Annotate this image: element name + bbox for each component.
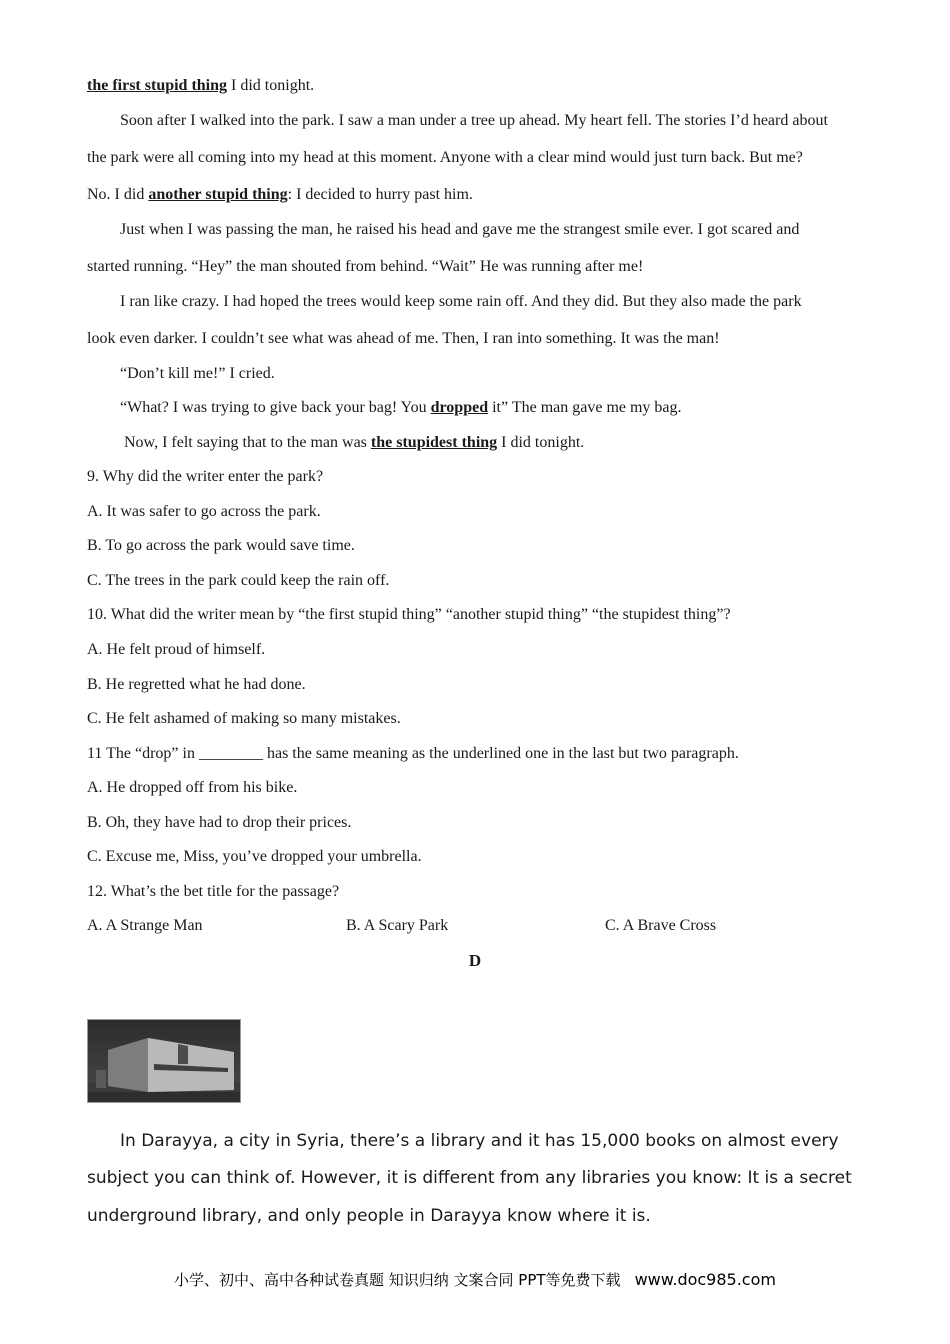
question-10-option-b: B. He regretted what he had done. — [87, 676, 306, 693]
footer-text: 小学、初中、高中各种试卷真题 知识归纳 文案合同 PPT等免费下载 — [174, 1271, 621, 1289]
question-9-option-b: B. To go across the park would save time. — [87, 537, 355, 554]
passage-line: Soon after I walked into the park. I saw a man under a tree up ahead. My heart fell. The stories I’d heard about — [120, 112, 828, 129]
question-12-option-c: C. A Brave Cross — [605, 917, 717, 934]
passage-line: I ran like crazy. I had hoped the trees would keep some rain off. And they did. But they also made the park — [120, 293, 802, 310]
question-9-option-c: C. The trees in the park could keep the rain off. — [87, 572, 390, 589]
passage-line: Now, I felt saying that to the man was the stupidest thing I did tonight. — [124, 434, 585, 451]
question-11-option-b: B. Oh, they have had to drop their prices. — [87, 814, 352, 831]
section-d-line: In Darayya, a city in Syria, there’s a library and it has 15,000 books on almost every — [120, 1131, 839, 1151]
section-d-line: underground library, and only people in Darayya know where it is. — [87, 1206, 651, 1226]
underlined-phrase: the first stupid thing — [87, 77, 228, 94]
question-12-stem: 12. What’s the bet title for the passage? — [87, 883, 340, 900]
passage-line: No. I did another stupid thing: I decided to hurry past him. — [87, 186, 473, 203]
question-10-option-c: C. He felt ashamed of making so many mistakes. — [87, 710, 401, 727]
question-10-option-a: A. He felt proud of himself. — [87, 641, 266, 658]
section-d-line: subject you can think of. However, it is different from any libraries you know: It is a secret — [87, 1168, 852, 1188]
passage-line: the park were all coming into my head at this moment. Anyone with a clear mind would just turn back. But me? — [87, 149, 803, 166]
question-10-stem: 10. What did the writer mean by “the first stupid thing” “another stupid thing” “the stupidest thing”? — [87, 606, 731, 623]
passage-line: started running. “Hey” the man shouted from behind. “Wait” He was running after me! — [87, 258, 644, 275]
section-heading: D — [468, 951, 482, 970]
passage-line: the first stupid thing I did tonight. — [87, 77, 315, 94]
library-building-photo — [87, 1019, 241, 1103]
question-9-stem: 9. Why did the writer enter the park? — [87, 468, 324, 485]
underlined-phrase: dropped — [430, 399, 489, 416]
question-12-option-b: B. A Scary Park — [346, 917, 449, 934]
question-12-option-a: A. A Strange Man — [87, 917, 203, 934]
underlined-phrase: another stupid thing — [148, 186, 288, 203]
question-11-stem: 11 The “drop” in ________ has the same meaning as the underlined one in the last but two paragraph. — [87, 745, 739, 762]
passage-line: Just when I was passing the man, he raised his head and gave me the strangest smile ever. I got scared and — [120, 221, 800, 238]
question-11-option-c: C. Excuse me, Miss, you’ve dropped your umbrella. — [87, 848, 422, 865]
page-footer — [0, 1270, 950, 1291]
question-9-option-a: A. It was safer to go across the park. — [87, 503, 321, 520]
question-11-option-a: A. He dropped off from his bike. — [87, 779, 298, 796]
footer-url[interactable]: www.doc985.com — [634, 1270, 776, 1289]
passage-line: look even darker. I couldn’t see what was ahead of me. Then, I ran into something. It was the man! — [87, 330, 720, 347]
passage-line: “What? I was trying to give back your bag! You dropped it” The man gave me my bag. — [120, 399, 682, 416]
passage-line: “Don’t kill me!” I cried. — [120, 365, 275, 382]
underlined-phrase: the stupidest thing — [370, 434, 498, 451]
